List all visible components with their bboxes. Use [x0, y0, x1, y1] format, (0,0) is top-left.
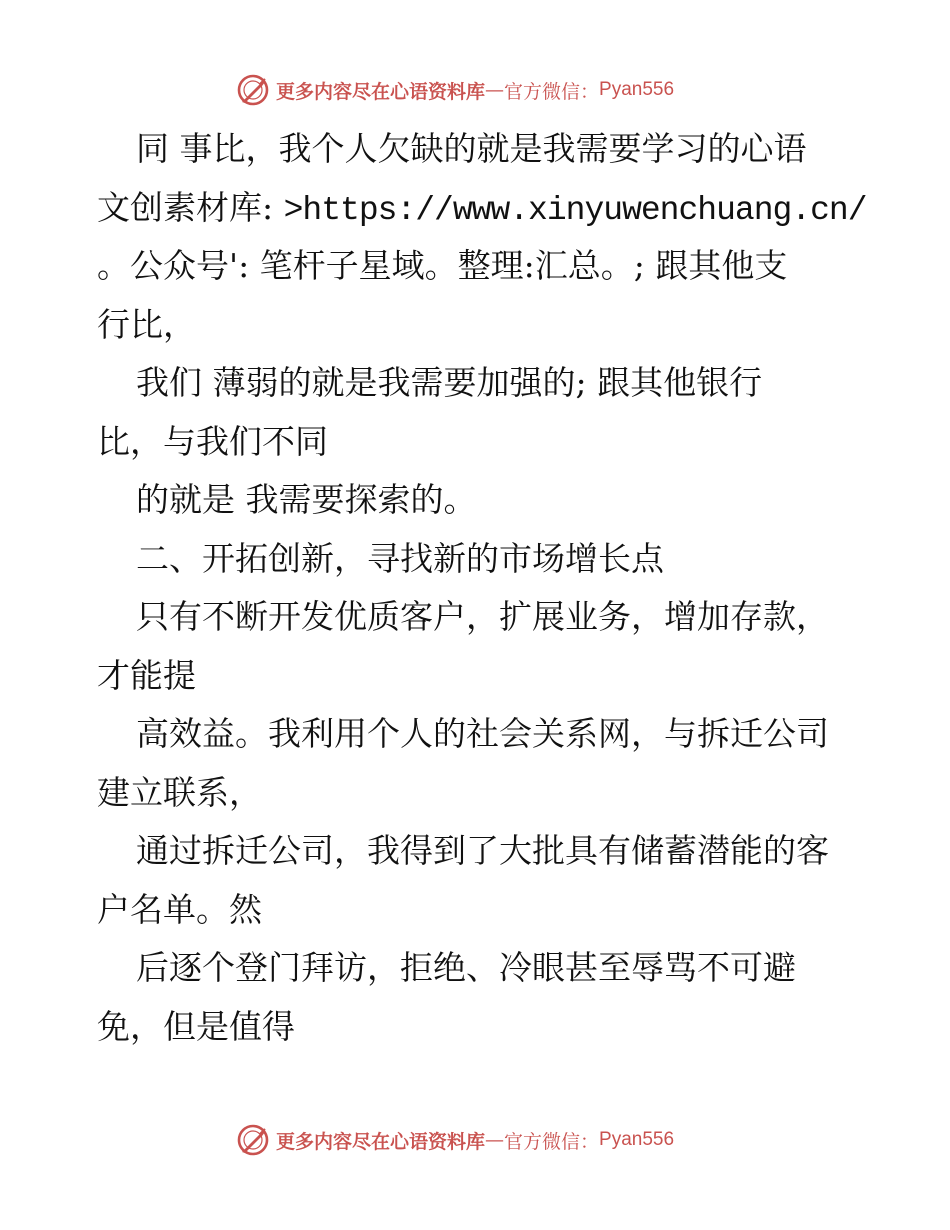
body-line: 比，与我们不同 [97, 421, 328, 461]
body-line-part: 文创素材库: [97, 187, 284, 227]
body-line: 建立联系， [97, 772, 262, 812]
footer-brand-text: 更多内容尽在心语资料库 [276, 1130, 486, 1153]
body-url[interactable]: >https://www.xinyuwenchuang.cn/ [283, 191, 867, 229]
document-body [97, 120, 867, 1056]
body-line: 的就是 我需要探索的。 [136, 480, 477, 519]
body-line [97, 179, 867, 238]
body-line: 高效益。我利用个人的社会关系网，与拆迁公司 [136, 714, 829, 753]
pen-logo-icon [236, 73, 270, 107]
header-dash: — [485, 79, 505, 101]
body-line: 我们 薄弱的就是我需要加强的; 跟其他银行 [136, 363, 763, 402]
footer-wechat-id: Pyan556 [599, 1129, 675, 1150]
footer-dash: — [485, 1129, 505, 1151]
header-wechat-id: Pyan556 [599, 79, 675, 100]
body-line: 后逐个登门拜访，拒绝、冷眼甚至辱骂不可避 [136, 948, 796, 987]
body-line: 免，但是值得 [97, 1006, 295, 1046]
section-heading: 二、开拓创新，寻找新的市场增长点 [136, 538, 664, 578]
header-brand-text: 更多内容尽在心语资料库 [276, 80, 486, 103]
body-line: 。公众号': 笔杆子星域。整理:汇总。; 跟其他支 [97, 246, 788, 285]
body-line: 只有不断开发优质客户，扩展业务，增加存款， [136, 597, 829, 636]
footer-wechat-label: 官方微信： [504, 1130, 600, 1153]
header-wechat-label: 官方微信： [504, 80, 600, 103]
footer-banner[interactable] [236, 1122, 716, 1158]
header-banner[interactable] [236, 72, 716, 108]
body-line: 行比， [97, 304, 196, 344]
pen-logo-icon [236, 1123, 270, 1157]
body-line: 户名单。然 [97, 889, 262, 929]
body-line: 同 事比，我个人欠缺的就是我需要学习的心语 [136, 129, 807, 168]
body-line: 才能提 [97, 655, 196, 695]
body-line: 通过拆迁公司，我得到了大批具有储蓄潜能的客 [136, 831, 829, 870]
